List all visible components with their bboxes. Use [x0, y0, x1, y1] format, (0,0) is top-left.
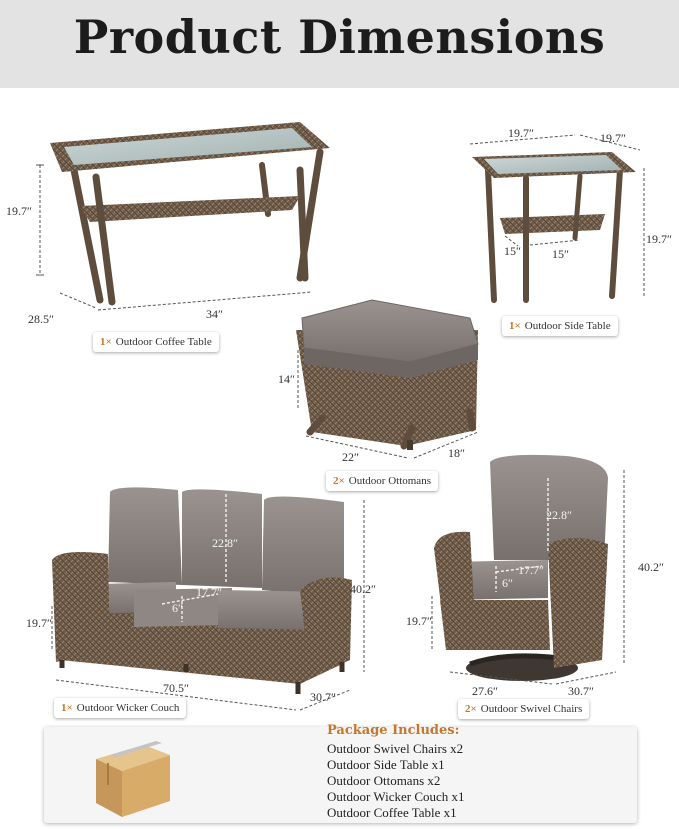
chair-qty: 2× — [465, 703, 477, 715]
package-title: Package Includes: — [327, 723, 460, 738]
chair-name: Outdoor Swivel Chairs — [480, 703, 583, 715]
ottoman-qty: 2× — [333, 475, 345, 487]
coffee-table-name: Outdoor Coffee Table — [115, 336, 212, 348]
coffee-table-width: 34″ — [206, 307, 223, 321]
couch-seat-thickness: 6″ — [172, 601, 183, 615]
side-table-shelf-b: 15″ — [552, 247, 569, 261]
couch-back-height: 22.8″ — [212, 536, 238, 550]
coffee-table-illustration — [50, 122, 330, 302]
page-title: Product Dimensions — [73, 10, 606, 64]
side-table-qty: 1× — [509, 320, 521, 332]
side-table-height: 19.7″ — [646, 232, 672, 246]
cardboard-box-icon — [92, 733, 172, 819]
couch-name: Outdoor Wicker Couch — [76, 702, 180, 714]
couch-seat-height: 19.7″ — [26, 616, 52, 630]
package-item: Outdoor Ottomans x2 — [327, 773, 441, 788]
chair-seat-height: 19.7″ — [406, 614, 432, 628]
side-table-top-depth: 19.7″ — [600, 131, 626, 145]
couch-depth: 30.7″ — [310, 690, 336, 704]
ottoman-label — [326, 471, 438, 491]
chair-seat-thickness: 6″ — [502, 576, 513, 590]
chair-width: 27.6″ — [472, 684, 498, 698]
couch-qty: 1× — [61, 702, 73, 714]
ottoman-name: Outdoor Ottomans — [348, 475, 431, 487]
couch-width: 70.5″ — [163, 681, 189, 695]
side-table-illustration — [472, 152, 636, 300]
package-item: Outdoor Wicker Couch x1 — [327, 789, 465, 804]
coffee-table-depth: 28.5″ — [28, 312, 54, 326]
package-item: Outdoor Coffee Table x1 — [327, 805, 457, 820]
couch-label — [54, 698, 186, 718]
coffee-table-height: 19.7″ — [6, 204, 32, 218]
chair-label — [458, 699, 589, 719]
coffee-table-qty: 1× — [100, 336, 112, 348]
side-table-name: Outdoor Side Table — [524, 320, 611, 332]
package-item: Outdoor Side Table x1 — [327, 757, 445, 772]
chair-seat-depth: 17.7″ — [518, 563, 544, 577]
ottoman-illustration — [296, 300, 478, 450]
package-list — [327, 741, 465, 821]
chair-height: 40.2″ — [638, 560, 664, 574]
ottoman-height: 14″ — [278, 372, 295, 386]
side-table-top-width: 19.7″ — [508, 126, 534, 140]
side-table-label — [502, 316, 618, 336]
chair-depth: 30.7″ — [568, 684, 594, 698]
chair-back-height: 22.8″ — [546, 508, 572, 522]
package-item: Outdoor Swivel Chairs x2 — [327, 741, 464, 756]
couch-height: 40.2″ — [350, 582, 376, 596]
ottoman-width: 22″ — [342, 450, 359, 464]
couch-seat-depth: 17.7″ — [196, 585, 222, 599]
side-table-shelf-a: 15″ — [504, 244, 521, 258]
ottoman-depth: 18″ — [448, 446, 465, 460]
coffee-table-label — [93, 332, 219, 352]
